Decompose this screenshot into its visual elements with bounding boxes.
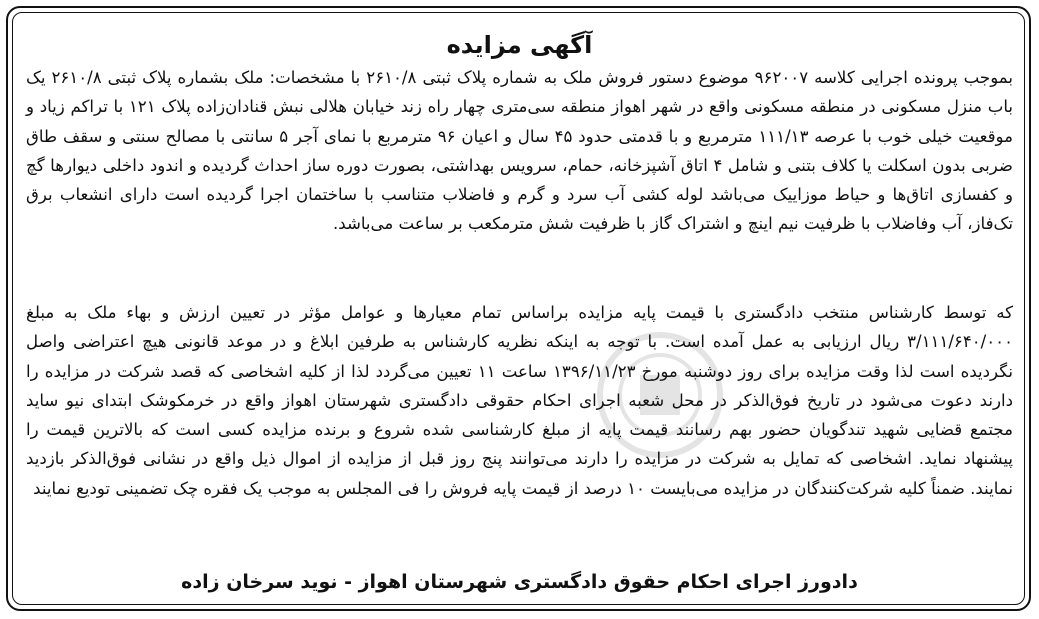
notice-title: آگهی مزایده	[446, 31, 593, 59]
notice-signature: دادورز اجرای احکام حقوق دادگستری شهرستان اهواز - نوید سرخان زاده	[181, 571, 858, 593]
notice-paragraph-auction: که توسط کارشناس منتخب دادگستری با قیمت پایه مزایده براساس تمام معیارها و عوامل مؤثر در تعیین ارزش و بهاء ملک به مبلغ ۳/۱۱۱/۶۴۰/۰۰۰ ریال ارزیابی به عمل آمده است. با توجه به اینکه نظریه کارشناس به طرفین ابلاغ و در موعد قانونی هیچ اعتراضی واصل نگردیده است لذا وقت مزایده برای روز دوشنبه مورخ ۱۳۹۶/۱۱/۲۳ ساعت ۱۱ تعیین می‌گردد لذا از کلیه اشخاصی که قصد شرکت در مزایده را دارند دعوت می‌شود در تاریخ فوق‌الذکر در محل شعبه اجرای احکام حقوقی دادگستری شهرستان اهواز واقع در خرمکوشک ابتدای نیو ساید مجتمع قضایی شهید تندگویان حضور بهم رسانند قیمت پایه از مبلغ کارشناسی شده شروع و برنده مزایده کسی است که بالاترین قیمت را پیشنهاد نماید. اشخاصی که تمایل به شرکت در مزایده را دارند می‌توانند پنج روز قبل از مزایده از اموال ذیل واقع در نشانی فوق‌الذکر بازدید نمایند. ضمناً کلیه شرکت‌کنندگان در مزایده می‌بایست ۱۰ درصد از قیمت پایه فروش را فی المجلس به موجب یک فقره چک تضمینی تودیع نمایند	[26, 303, 1013, 498]
notice-paragraph-property: بموجب پرونده اجرایی کلاسه ۹۶۲۰۰۷ موضوع دستور فروش ملک به شماره پلاک ثبتی ۲۶۱۰/۸ با مشخصات: ملک بشماره پلاک ثبتی ۲۶۱۰/۸ یک باب منزل مسکونی در منطقه مسکونی واقع در شهر اهواز منطقه سی‌متری چهار راه زند خیابان هلالی نبش قنادان‌زاده پلاک ۱۲۱ با تراکم زیاد و موقعیت خیلی خوب با عرصه ۱۱۱/۱۳ مترمربع و با قدمتی حدود ۴۵ سال و اعیان ۹۶ مترمربع با نمای آجر ۵ سانتی با مصالح سنتی و سقف طاق ضربی بدون اسکلت یا کلاف بتنی و شامل ۴ اتاق آشپزخانه، حمام، سرویس بهداشتی، بصورت دوره ساز احداث گردیده و اندود داخلی دیوارها گچ و کفسازی اتاق‌ها و حیاط موزاییک می‌باشد لوله کشی آب سرد و گرم و فاضلاب متناسب با ساختمان اجرا گردیده است دارای انشعاب برق تک‌فاز، آب وفاضلاب با ظرفیت نیم اینچ و اشتراک گاز با ظرفیت شش مترمکعب بر ساعت می‌باشد.	[26, 68, 1014, 234]
